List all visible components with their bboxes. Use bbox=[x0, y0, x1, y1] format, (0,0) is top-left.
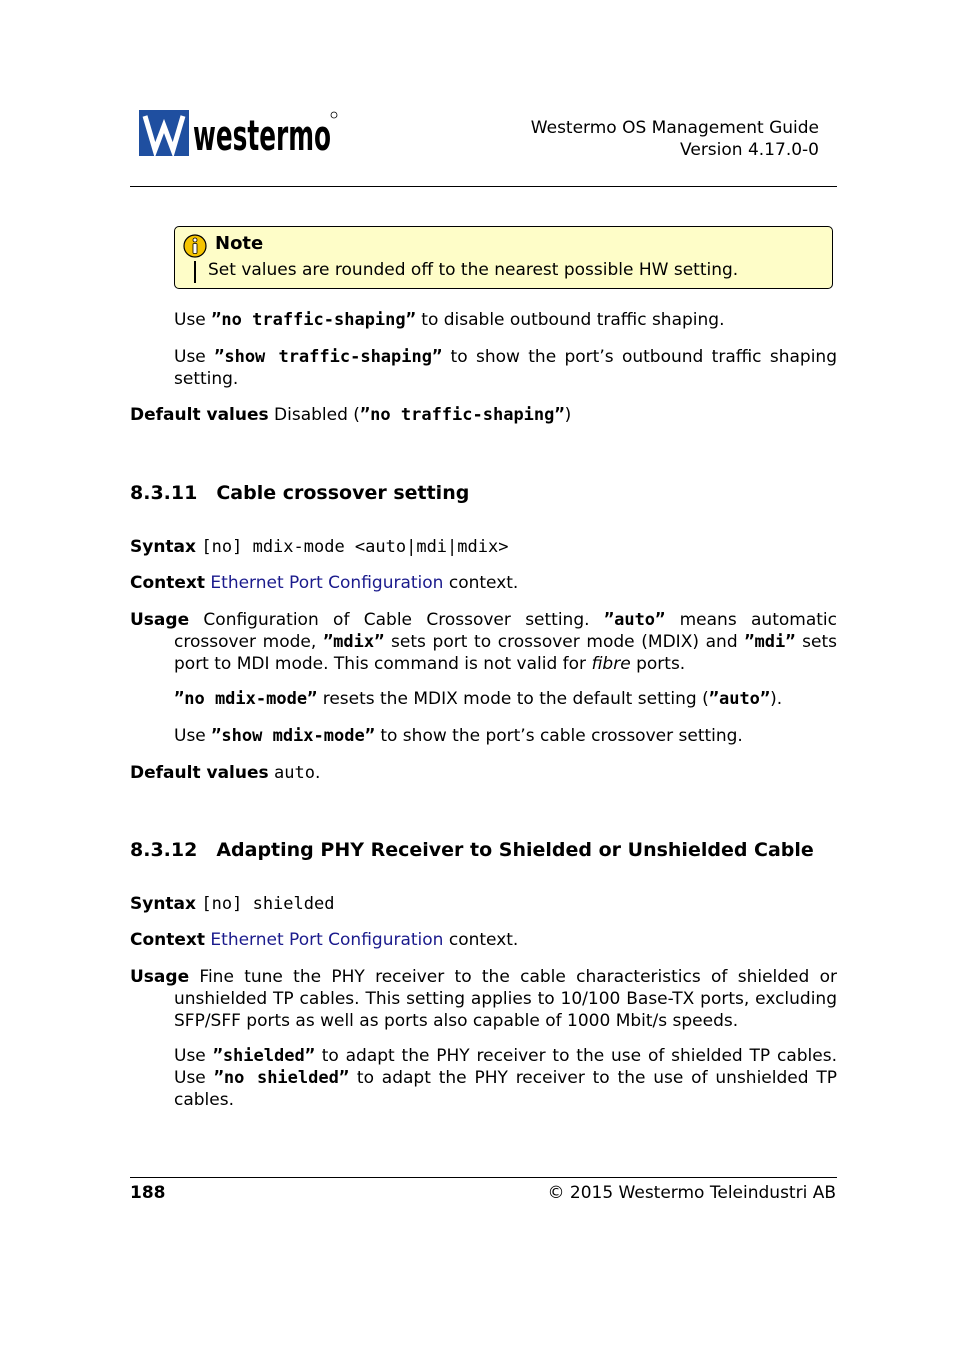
command: ”show traffic-shaping” bbox=[214, 347, 443, 367]
default-label: Default values bbox=[130, 405, 269, 425]
syntax-8-3-12 bbox=[130, 893, 837, 915]
note-text: Set values are rounded off to the nearest possible HW setting. bbox=[208, 260, 739, 280]
context-label: Context bbox=[130, 573, 206, 593]
syntax-value: [no] shielded bbox=[201, 894, 335, 914]
syntax-label: Syntax bbox=[130, 537, 196, 557]
context-8-3-11: Context Ethernet Port Configuration context. bbox=[130, 573, 519, 593]
usage-8-3-12: Usage Fine tune the PHY receiver to the cable characteristics of shielded or unshielded TP cables. This setting applies to 10/100 Base-TX ports, excluding SFP/SFF ports as well as ports also capable of 1000 Mbit/s speeds. bbox=[130, 967, 837, 1031]
usage-8-3-11: Usage Configuration of Cable Crossover setting. ”auto” means automatic crossover mode, ”mdix” sets port to crossover mode (MDIX) and ”mdi” sets port to MDI mode. This command is not valid for fibre ports. bbox=[130, 610, 837, 674]
context-link[interactable]: Ethernet Port Configuration bbox=[210, 930, 444, 950]
default-values-mdix: Default values auto. bbox=[130, 763, 321, 783]
section-number: 8.3.12 bbox=[130, 839, 198, 861]
context-link[interactable]: Ethernet Port Configuration bbox=[210, 573, 444, 593]
usage-label: Usage bbox=[130, 610, 190, 630]
syntax-label: Syntax bbox=[130, 894, 196, 914]
section-number: 8.3.11 bbox=[130, 482, 198, 504]
info-icon bbox=[183, 234, 207, 258]
header-rule bbox=[130, 186, 837, 187]
default-values-traffic: Default values Disabled (”no traffic-shaping”) bbox=[130, 405, 572, 425]
note-title: Note bbox=[215, 233, 264, 254]
westermo-logo bbox=[139, 110, 339, 160]
footer-rule bbox=[130, 1177, 837, 1178]
logo-wordmark: westermo bbox=[193, 111, 331, 160]
guide-title: Westermo OS Management Guide bbox=[530, 118, 819, 138]
section-heading-8-3-12 bbox=[130, 839, 814, 861]
paragraph-shielded: Use ”shielded” to adapt the PHY receiver to the use of shielded TP cables. Use ”no shielded” to adapt the PHY receiver to the use of unshielded TP cables. bbox=[174, 1046, 837, 1110]
paragraph-no-mdix-mode: ”no mdix-mode” resets the MDIX mode to the default setting (”auto”). bbox=[174, 689, 783, 709]
context-label: Context bbox=[130, 930, 206, 950]
usage-label: Usage bbox=[130, 967, 190, 987]
guide-version: Version 4.17.0-0 bbox=[680, 140, 819, 160]
command: ”no traffic-shaping” bbox=[359, 405, 565, 425]
syntax-8-3-11 bbox=[130, 536, 837, 558]
paragraph-show-traffic-shaping: Use ”show traffic-shaping” to show the port’s outbound traffic shaping setting. bbox=[174, 347, 837, 389]
note-box bbox=[174, 226, 833, 289]
syntax-value: [no] mdix-mode <auto|mdi|mdix> bbox=[201, 537, 509, 557]
page-number: 188 bbox=[130, 1183, 166, 1203]
section-title: Cable crossover setting bbox=[216, 482, 470, 504]
default-value: auto bbox=[274, 763, 315, 783]
paragraph-show-mdix-mode: Use ”show mdix-mode” to show the port’s cable crossover setting. bbox=[174, 726, 743, 746]
note-bar bbox=[194, 261, 196, 283]
copyright-symbol: © bbox=[547, 1183, 565, 1203]
context-8-3-12: Context Ethernet Port Configuration context. bbox=[130, 930, 519, 950]
section-heading-8-3-11 bbox=[130, 482, 469, 504]
section-title: Adapting PHY Receiver to Shielded or Unshielded Cable bbox=[216, 839, 814, 861]
copyright: © 2015 Westermo Teleindustri AB bbox=[547, 1183, 836, 1203]
command: ”no traffic-shaping” bbox=[211, 310, 416, 330]
running-header bbox=[531, 117, 819, 161]
default-label: Default values bbox=[130, 763, 269, 783]
paragraph-no-traffic-shaping: Use ”no traffic-shaping” to disable outbound traffic shaping. bbox=[174, 310, 725, 330]
